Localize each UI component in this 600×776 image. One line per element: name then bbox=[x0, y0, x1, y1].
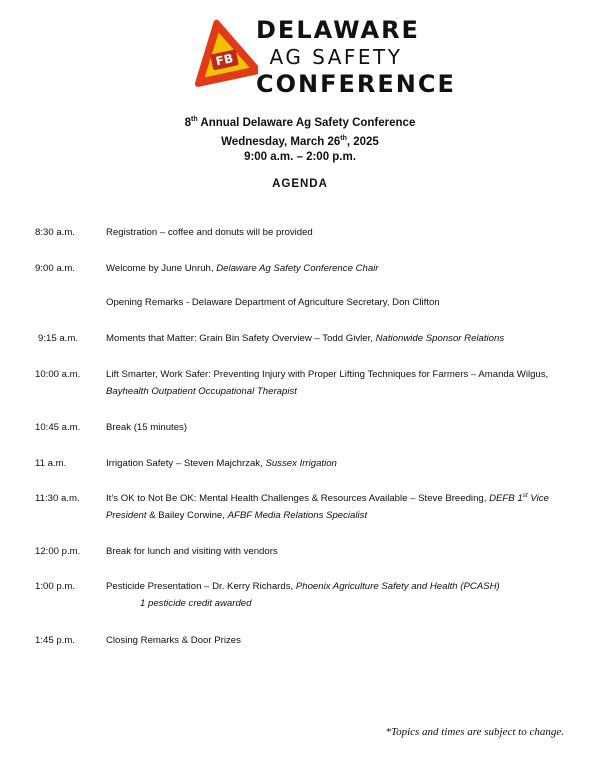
agenda-description: Pesticide Presentation – Dr. Kerry Richards, Phoenix Agriculture Safety and Health (PCASH) 1 pesticide credit awarded bbox=[106, 578, 568, 612]
agenda-time: 10:45 a.m. bbox=[35, 422, 81, 433]
event-date: Wednesday, March 26th, 2025 bbox=[221, 134, 379, 148]
agenda-description: Closing Remarks & Door Prizes bbox=[106, 635, 241, 646]
logo-line-ag-safety: AG SAFETY bbox=[269, 45, 403, 69]
agenda-time: 8:30 a.m. bbox=[35, 227, 75, 238]
disclaimer-footnote: *Topics and times are subject to change. bbox=[385, 726, 564, 738]
event-time: 9:00 a.m. – 2:00 p.m. bbox=[244, 150, 356, 163]
logo-line-delaware: DELAWARE bbox=[256, 16, 420, 44]
agenda-time: 1:45 p.m. bbox=[35, 635, 75, 646]
agenda-title: AGENDA bbox=[272, 178, 328, 190]
event-name: 8th Annual Delaware Ag Safety Conference bbox=[184, 116, 416, 129]
logo-line-conference: CONFERENCE bbox=[256, 70, 456, 98]
event-header bbox=[0, 112, 600, 165]
agenda-time: 9:00 a.m. bbox=[35, 263, 75, 274]
credit-note: 1 pesticide credit awarded bbox=[140, 598, 252, 609]
agenda-time: 11 a.m. bbox=[35, 458, 67, 469]
farm-bureau-triangle-icon bbox=[188, 18, 258, 88]
agenda-time: 12:00 p.m. bbox=[35, 546, 81, 557]
agenda-time: 9:15 a.m. bbox=[38, 333, 78, 344]
agenda-description: Break (15 minutes) bbox=[106, 422, 188, 433]
agenda-time: 1:00 p.m. bbox=[35, 581, 75, 592]
agenda-description: Break for lunch and visiting with vendors bbox=[106, 546, 278, 557]
agenda-time: 10:00 a.m. bbox=[35, 369, 81, 380]
agenda-description: Lift Smarter, Work Safer: Preventing Injury with Proper Lifting Techniques for Farmers – Amanda Wilgus, Bayhealth Outpatient Occupational Therapist bbox=[106, 369, 549, 397]
conference-logo bbox=[188, 16, 456, 106]
agenda-description: Moments that Matter: Grain Bin Safety Overview – Todd Givler, Nationwide Sponsor Relations bbox=[106, 333, 505, 344]
agenda-description: Registration – coffee and donuts will be provided bbox=[106, 227, 313, 238]
agenda-description: Irrigation Safety – Steven Majchrzak, Sussex Irrigation bbox=[106, 458, 337, 469]
badge-text: FB bbox=[214, 51, 235, 69]
agenda-time: 11:30 a.m. bbox=[35, 493, 80, 504]
agenda-description: It’s OK to Not Be OK: Mental Health Challenges & Resources Available – Steve Breeding, DEFB 1st Vice President & Bailey Corwine, AFBF Media Relations Specialist bbox=[106, 491, 549, 521]
agenda-description: Opening Remarks - Delaware Department of Agriculture Secretary, Don Clifton bbox=[106, 297, 440, 308]
logo-wordmark bbox=[256, 16, 456, 99]
agenda-description: Welcome by June Unruh, Delaware Ag Safety Conference Chair bbox=[106, 263, 379, 274]
